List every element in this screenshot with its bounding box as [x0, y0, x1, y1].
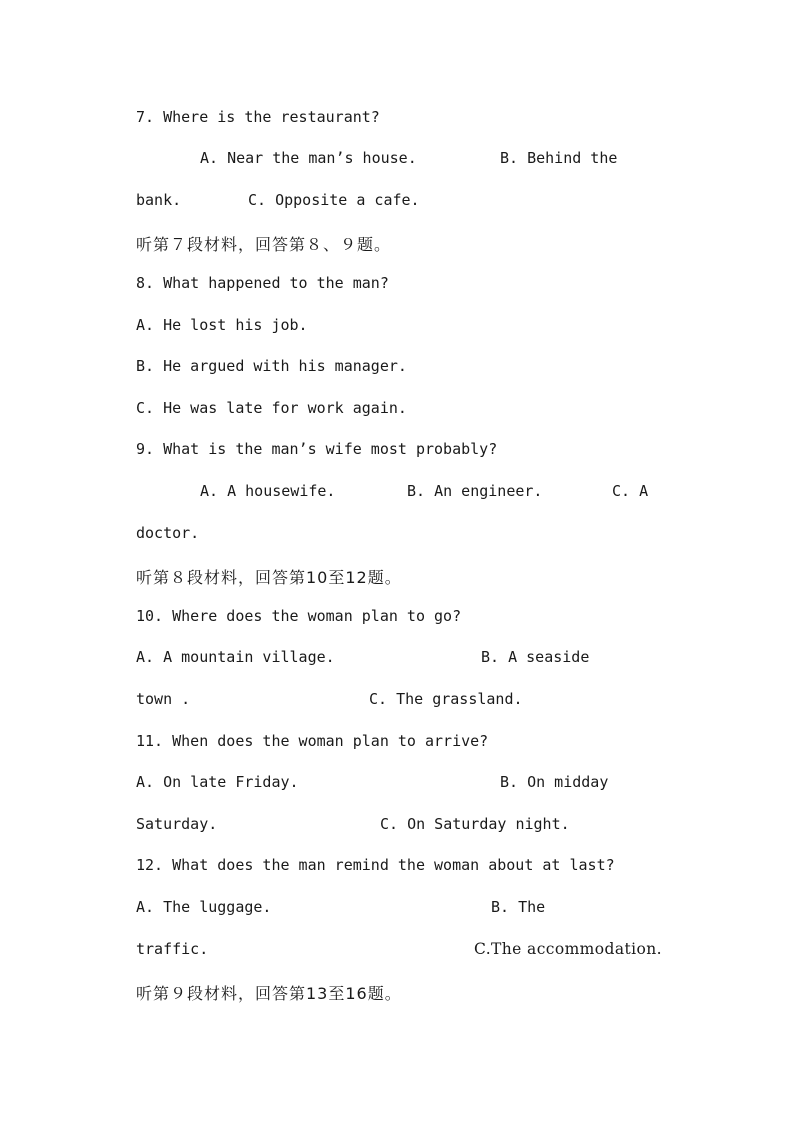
- question-7-option-b-continued: bank.: [136, 191, 182, 209]
- question-9: 9. What is the man’s wife most probably?: [136, 440, 498, 458]
- question-8-option-b: B. He argued with his manager.: [136, 357, 407, 375]
- question-10-option-a: A. A mountain village.: [136, 648, 335, 666]
- question-9-option-a: A. A housewife.: [200, 482, 336, 500]
- question-8-option-c: C. He was late for work again.: [136, 399, 407, 417]
- section-heading-8: 听第８段材料，回答第10至12题。: [136, 568, 402, 587]
- question-10-option-b-continued: town .: [136, 690, 191, 708]
- section-heading-9: 听第９段材料，回答第13至16题。: [136, 984, 402, 1003]
- question-9-option-c: C. A: [612, 482, 649, 500]
- question-11: 11. When does the woman plan to arrive?: [136, 732, 489, 750]
- question-8-option-a: A. He lost his job.: [136, 316, 308, 334]
- question-8: 8. What happened to the man?: [136, 274, 389, 292]
- question-9-option-b: B. An engineer.: [407, 482, 543, 500]
- question-12-option-a: A. The luggage.: [136, 898, 272, 916]
- section-heading-7: 听第７段材料，回答第８、９题。: [136, 235, 392, 254]
- question-11-option-c: C. On Saturday night.: [380, 815, 570, 833]
- question-10-option-c: C. The grassland.: [369, 690, 523, 708]
- question-7-option-a: A. Near the man’s house.: [200, 149, 417, 167]
- question-12: 12. What does the man remind the woman about at last?: [136, 856, 615, 874]
- question-10: 10. Where does the woman plan to go?: [136, 607, 462, 625]
- question-11-option-b: B. On midday: [500, 773, 609, 791]
- question-12-option-c: C.The accommodation.: [474, 940, 662, 958]
- question-9-option-c-continued: doctor.: [136, 524, 200, 542]
- question-7: 7. Where is the restaurant?: [136, 108, 380, 126]
- question-11-option-a: A. On late Friday.: [136, 773, 299, 791]
- question-12-option-b: B. The: [491, 898, 546, 916]
- question-7-option-b: B. Behind the: [500, 149, 618, 167]
- question-12-option-b-continued: traffic.: [136, 940, 209, 958]
- question-7-option-c: C. Opposite a cafe.: [248, 191, 420, 209]
- question-10-option-b: B. A seaside: [481, 648, 590, 666]
- question-11-option-b-continued: Saturday.: [136, 815, 218, 833]
